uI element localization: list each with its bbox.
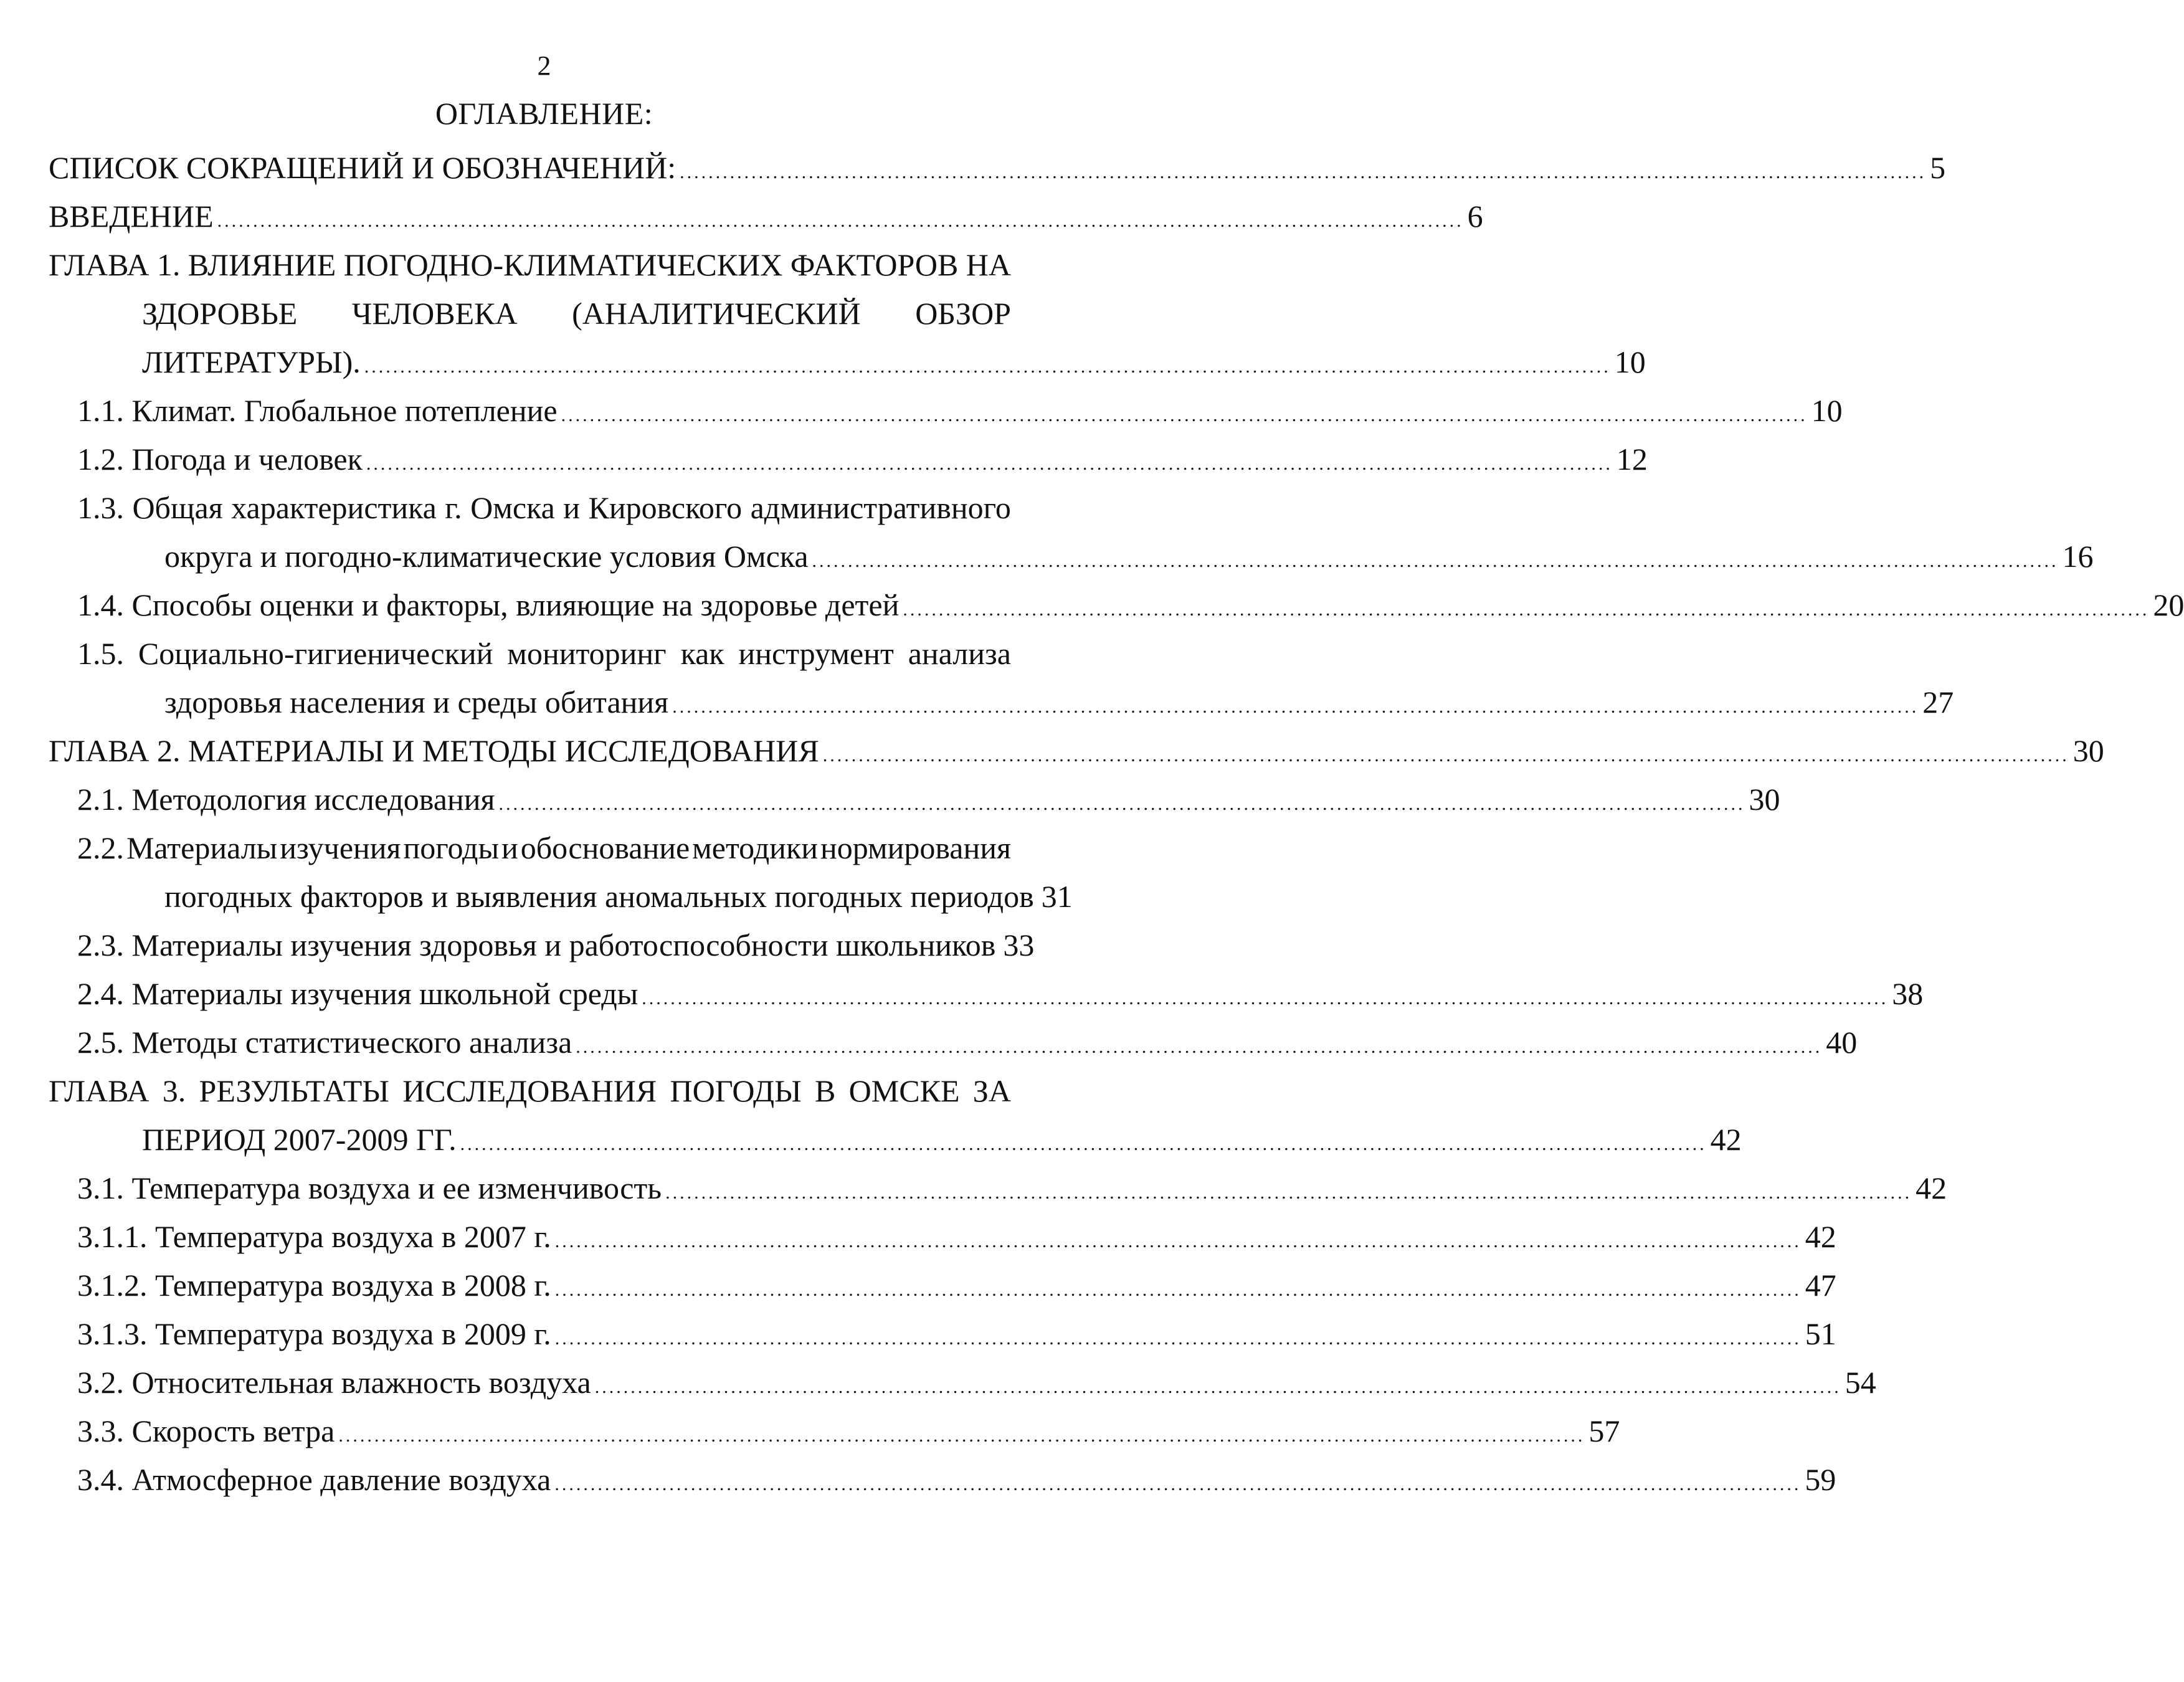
toc-entry-text: ГЛАВА 2. МАТЕРИАЛЫ И МЕТОДЫ ИССЛЕДОВАНИЯ (49, 733, 819, 768)
toc-word: Общая (132, 490, 223, 525)
toc-word: г. (445, 490, 462, 525)
table-of-contents (49, 143, 2184, 1504)
toc-entry-text: здоровья населения и среды обитания (164, 685, 669, 720)
toc-entry-line (49, 483, 1011, 532)
toc-page-number: 10 (1811, 393, 1843, 428)
toc-page-number: 5 (1930, 150, 1946, 185)
toc-entry-text: 3.3. Скорость ветра (77, 1414, 335, 1448)
dot-leader: .............................................................................................................................................................................. (594, 1377, 1841, 1397)
toc-page-number: 47 (1805, 1268, 1836, 1303)
toc-entry-line (49, 1067, 1011, 1115)
toc-word: 3. (162, 1073, 186, 1108)
toc-entry-1-2 (49, 435, 1648, 483)
toc-word: методики (692, 830, 818, 865)
page-number: 2 (537, 50, 551, 81)
toc-entry-3-1-1 (49, 1212, 1836, 1261)
toc-entry-text: 3.1.3. Температура воздуха в 2009 г. (77, 1316, 551, 1351)
toc-word: РЕЗУЛЬТАТЫ (199, 1073, 389, 1108)
toc-word: Материалы (126, 830, 278, 865)
toc-entry-text: погодных факторов и выявления аномальных погодных периодов (164, 879, 1034, 914)
toc-word: Кировского (588, 490, 743, 525)
dot-leader: .............................................................................................................................................................................. (364, 356, 1611, 377)
toc-word: ЗА (972, 1073, 1011, 1108)
toc-entry-1-1 (49, 386, 1843, 435)
toc-entry-1-3 (49, 483, 2094, 581)
toc-entry-2-2 (49, 824, 1073, 921)
toc-word: административного (750, 490, 1011, 525)
toc-word: мониторинг (507, 636, 667, 671)
toc-word: В (815, 1073, 836, 1108)
dot-leader: .............................................................................................................................................................................. (217, 211, 1464, 231)
toc-word: ФАКТОРОВ (790, 247, 959, 282)
toc-word: характеристика (231, 490, 437, 525)
toc-word: ОМСКЕ (848, 1073, 960, 1108)
toc-word: Социально-гигиенический (138, 636, 493, 671)
dot-leader: .............................................................................................................................................................................. (672, 696, 1919, 717)
toc-entry-2-4 (49, 969, 1924, 1018)
toc-entry-chapter-2 (49, 726, 2104, 775)
toc-page-number: 42 (1805, 1219, 1836, 1254)
toc-word: ВЛИЯНИЕ (188, 247, 336, 282)
toc-entry-1-5 (49, 629, 1954, 726)
toc-entry-2-1 (49, 775, 1780, 824)
toc-word: ИССЛЕДОВАНИЯ (402, 1073, 657, 1108)
toc-entry-1-4 (49, 581, 2184, 629)
toc-word: ЧЕЛОВЕКА (351, 296, 518, 331)
toc-word: 2.2. (77, 830, 124, 865)
toc-page-number: 42 (1710, 1122, 1742, 1157)
toc-entry-chapter-3 (49, 1067, 1742, 1164)
toc-entry-introduction (49, 192, 1483, 240)
toc-word: 1.5. (77, 636, 124, 671)
toc-entry-text: ВВЕДЕНИЕ (49, 199, 214, 234)
dot-leader: .............................................................................................................................................................................. (338, 1425, 1585, 1446)
toc-word: 1. (156, 247, 181, 282)
toc-page-number: 30 (2072, 733, 2104, 768)
toc-entry-3-1-3 (49, 1309, 1836, 1358)
toc-word: анализа (908, 636, 1011, 671)
toc-page-number: 57 (1588, 1414, 1620, 1448)
toc-entry-3-1-2 (49, 1261, 1836, 1309)
toc-entry-2-3 (49, 921, 1035, 969)
dot-leader: .............................................................................................................................................................................. (460, 1134, 1707, 1154)
toc-entry-text: 3.1.1. Температура воздуха в 2007 г. (77, 1219, 551, 1254)
toc-entry-text: 3.4. Атмосферное давление воздуха (77, 1462, 551, 1497)
toc-word: 1.3. (77, 490, 124, 525)
toc-entry-text: 1.4. Способы оценки и факторы, влияющие на здоровье детей (77, 587, 900, 622)
toc-word: ГЛАВА (49, 247, 150, 282)
dot-leader: .............................................................................................................................................................................. (812, 551, 2059, 571)
toc-page-number: 38 (1892, 976, 1924, 1011)
dot-leader: .............................................................................................................................................................................. (665, 1182, 1912, 1203)
toc-entry-3-1 (49, 1164, 1947, 1212)
toc-entry-text: округа и погодно-климатические условия Омска (164, 539, 809, 574)
toc-entry-text: 1.1. Климат. Глобальное потепление (77, 393, 558, 428)
toc-page-number: 40 (1826, 1025, 1858, 1060)
toc-entry-text: 2.1. Методология исследования (77, 782, 495, 817)
toc-entry-text: 2.4. Материалы изучения школьной среды (77, 976, 639, 1011)
toc-word: изучения (280, 830, 401, 865)
toc-entry-chapter-1 (49, 240, 1646, 386)
toc-word: инструмент (738, 636, 894, 671)
toc-word: ПОГОДНО-КЛИМАТИЧЕСКИХ (343, 247, 783, 282)
dot-leader: .............................................................................................................................................................................. (554, 1231, 1802, 1252)
dot-leader: .............................................................................................................................................................................. (680, 162, 1927, 183)
toc-page-number: 54 (1845, 1365, 1876, 1400)
dot-leader: .............................................................................................................................................................................. (554, 1280, 1802, 1300)
toc-entry-line (49, 289, 1011, 338)
dot-leader: .............................................................................................................................................................................. (366, 454, 1613, 474)
toc-entry-text: 2.3. Материалы изучения здоровья и работоспособности школьников (77, 928, 996, 962)
toc-entry-3-2 (49, 1358, 1876, 1407)
toc-entry-text: ЛИТЕРАТУРЫ). (142, 344, 361, 379)
dot-leader: .............................................................................................................................................................................. (498, 794, 1745, 814)
toc-word: как (680, 636, 724, 671)
toc-page-number: 10 (1614, 344, 1646, 379)
toc-entry-abbreviations (49, 143, 1946, 192)
toc-entry-text: СПИСОК СОКРАЩЕНИЙ И ОБОЗНАЧЕНИЙ: (49, 150, 677, 185)
toc-page-number: 42 (1916, 1171, 1947, 1205)
toc-entry-text: ПЕРИОД 2007-2009 ГГ. (142, 1122, 457, 1157)
toc-entry-line (49, 824, 1011, 872)
dot-leader: .............................................................................................................................................................................. (576, 1037, 1823, 1057)
toc-page-number: 30 (1749, 782, 1780, 817)
toc-word: ОБЗОР (915, 296, 1011, 331)
toc-word: (АНАЛИТИЧЕСКИЙ (572, 296, 861, 331)
toc-page-number: 6 (1467, 199, 1483, 234)
dot-leader: .............................................................................................................................................................................. (561, 405, 1808, 425)
toc-word: и (501, 830, 518, 865)
toc-word: нормирования (820, 830, 1011, 865)
toc-entry-3-4 (49, 1455, 1836, 1504)
toc-word: обоснование (520, 830, 690, 865)
toc-word: Омска (470, 490, 555, 525)
toc-entry-text: 2.5. Методы статистического анализа (77, 1025, 572, 1060)
toc-entry-text: 3.2. Относительная влажность воздуха (77, 1365, 591, 1400)
toc-page-number: 31 (1041, 879, 1073, 914)
toc-word: ГЛАВА (49, 1073, 150, 1108)
toc-page-number: 51 (1805, 1316, 1836, 1351)
toc-title: ОГЛАВЛЕНИЕ: (435, 96, 653, 131)
dot-leader: .............................................................................................................................................................................. (554, 1328, 1802, 1349)
toc-word: ПОГОДЫ (670, 1073, 802, 1108)
toc-entry-text: 3.1.2. Температура воздуха в 2008 г. (77, 1268, 551, 1303)
dot-leader: .............................................................................................................................................................................. (903, 599, 2150, 620)
toc-entry-3-3 (49, 1407, 1620, 1455)
dot-leader: .............................................................................................................................................................................. (642, 988, 1889, 1009)
toc-word: ЗДОРОВЬЕ (142, 296, 298, 331)
toc-page-number: 33 (1003, 928, 1035, 962)
toc-entry-2-5 (49, 1018, 1858, 1067)
toc-word: и (563, 490, 581, 525)
toc-entry-text: 1.2. Погода и человек (77, 442, 363, 477)
toc-page-number: 12 (1616, 442, 1648, 477)
dot-leader: .............................................................................................................................................................................. (554, 1474, 1802, 1494)
toc-entry-line (49, 629, 1011, 678)
toc-page-number: 20 (2153, 587, 2184, 622)
toc-entry-line (49, 240, 1011, 289)
dot-leader: .............................................................................................................................................................................. (822, 745, 2069, 766)
toc-page-number: 59 (1805, 1462, 1836, 1497)
toc-word: погоды (403, 830, 500, 865)
toc-entry-text: 3.1. Температура воздуха и ее изменчивость (77, 1171, 662, 1205)
toc-page-number: 27 (1922, 685, 1954, 720)
toc-page-number: 16 (2062, 539, 2094, 574)
toc-word: НА (966, 247, 1011, 282)
